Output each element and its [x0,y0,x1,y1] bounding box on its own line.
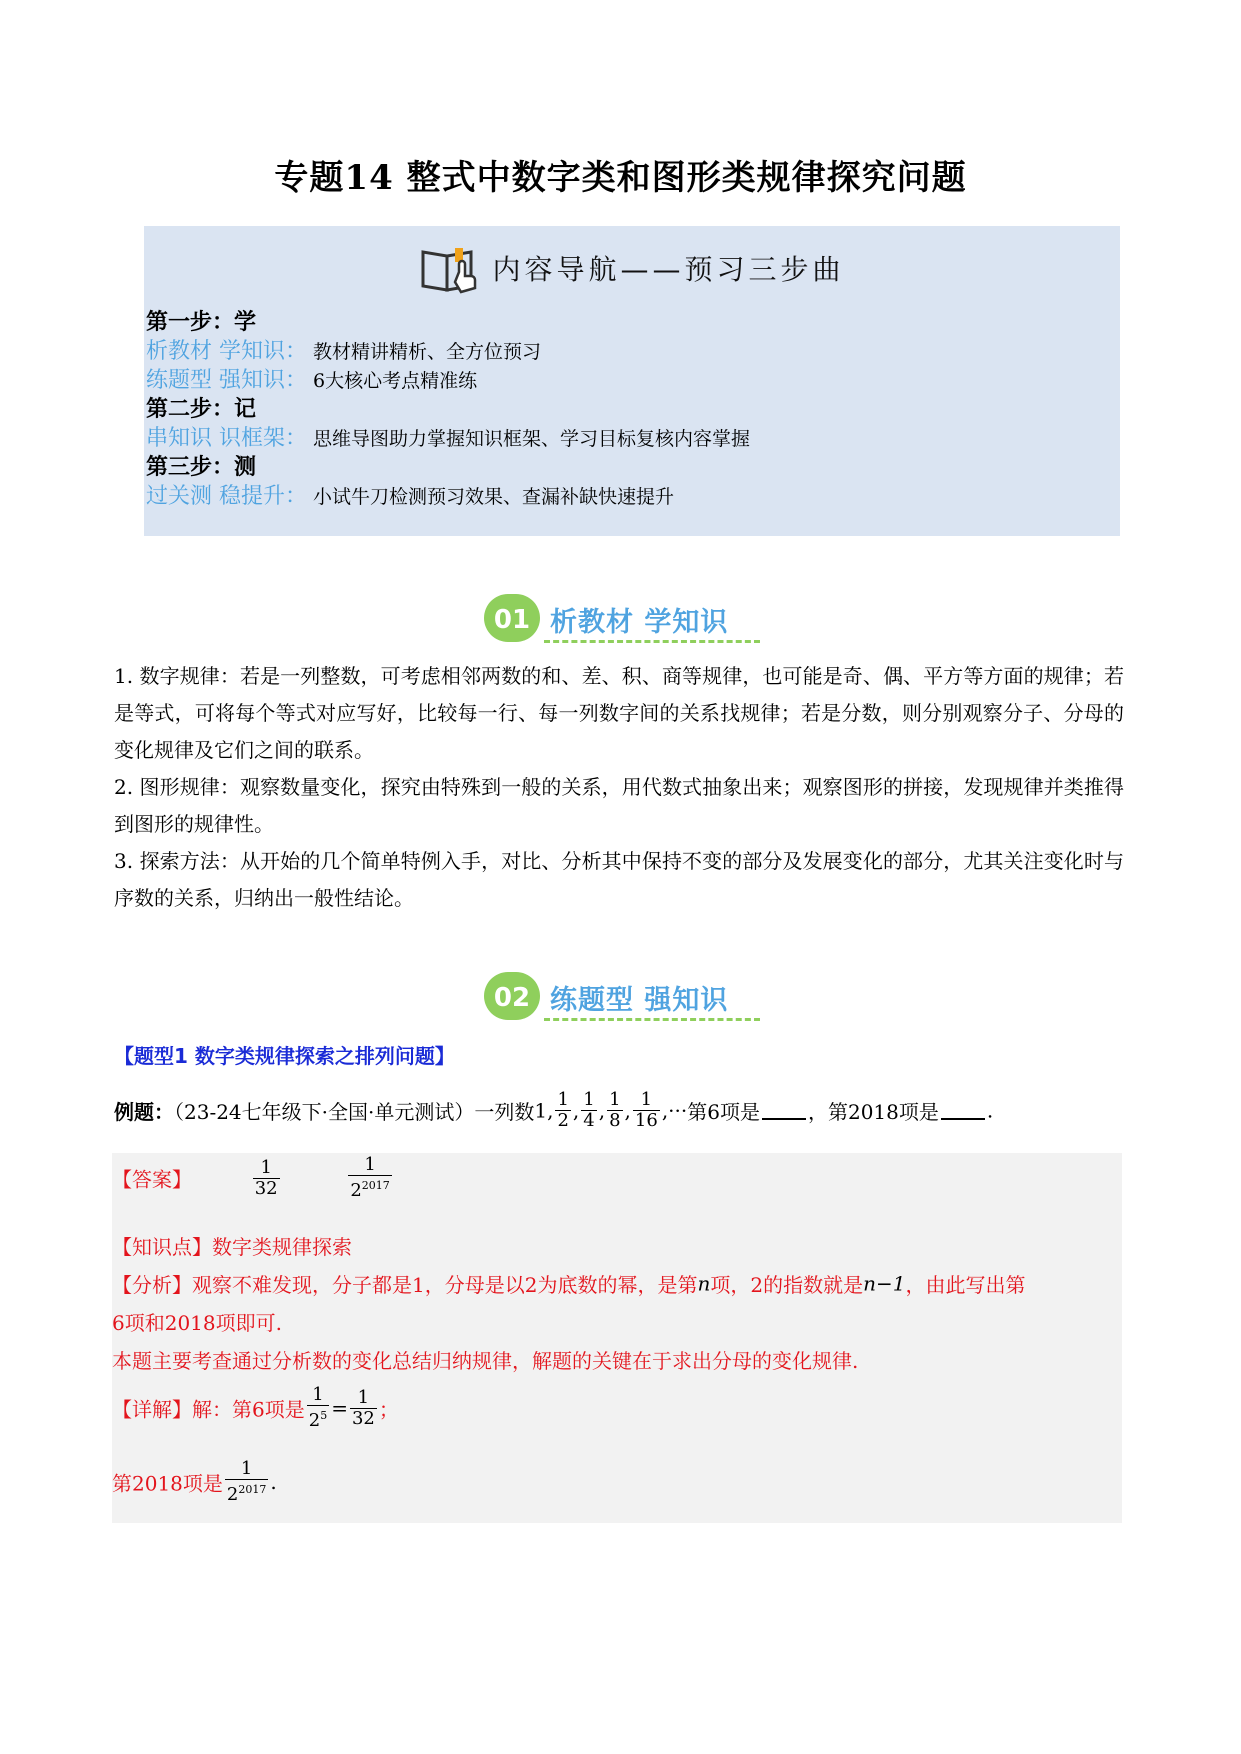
analysis-row [112,1269,1025,1298]
answer-blank-2 [941,1102,985,1120]
fraction [581,1090,596,1131]
knowledge-paragraphs [114,658,1124,917]
period: . [986,1098,994,1123]
period: . [270,1470,277,1494]
nav-row-4-label: 过关测 稳提升： [146,484,307,509]
frac-num: 1 [357,1386,370,1408]
expression-n-minus-1: n−1 [863,1271,906,1296]
frac-den: 2 [557,1110,569,1131]
fraction [607,1090,622,1131]
power-exponent: 5 [320,1409,328,1422]
section-label: 析教材 学知识 [550,607,729,638]
analysis-label: 【分析】 [112,1273,192,1297]
question-part-1: 第6项是 [687,1100,760,1124]
knowledge-point-row [112,1231,352,1260]
knowledge-point-text: 数字类规律探索 [212,1235,352,1259]
section-number: 02 [493,983,531,1013]
detail-fraction-3 [225,1459,268,1505]
power-exponent: 2017 [238,1483,267,1496]
comma: , [598,1098,606,1123]
answer-blank-1 [762,1102,806,1120]
frac-den: 16 [634,1110,658,1131]
analysis-text-3: ，由此写出第 [905,1273,1026,1297]
answer-box [112,1153,1122,1523]
step-2-label: 第二步：记 [146,397,257,422]
fraction [633,1090,660,1131]
badge-dashed-underline [544,640,760,643]
answer-row [112,1155,394,1201]
comma: , [547,1098,554,1123]
frac-den [307,1405,329,1431]
frac-num: 1 [557,1089,569,1110]
frac-den [225,1479,268,1505]
ellipsis: ,··· [661,1098,688,1123]
section-number: 01 [493,605,531,635]
section-badge-02 [480,964,780,1034]
nav-row-2-label: 练题型 强知识： [146,368,307,393]
comma: , [572,1098,580,1123]
analysis-text-1: 观察不难发现，分子都是1，分母是以2为底数的幂，是第 [192,1273,698,1297]
equals-sign: = [331,1396,348,1420]
fraction [555,1090,570,1131]
frac-num: 1 [312,1384,324,1405]
nav-row-1-desc: 教材精讲精析、全方位预习 [313,341,542,363]
frac-den [348,1175,391,1201]
section-badge-01 [480,586,780,656]
frac-num: 1 [640,1089,653,1110]
detail-text: 解：第6项是 [192,1397,305,1422]
analysis-row-2 [112,1307,282,1336]
paragraph-2: 2. 图形规律：观察数量变化，探究由特殊到一般的关系，用代数式抽象出来；观察图形的拼接，发现规律并类推得到图形的规律性。 [114,775,1124,836]
frac-den: 32 [351,1407,375,1429]
answer-2-fraction [348,1155,391,1201]
analysis-text-4: 6项和2018项即可. [112,1311,282,1335]
frac-den: 32 [254,1177,278,1199]
detail-fraction-1 [307,1385,329,1431]
semicolon: ； [378,1397,399,1422]
variable-n: n [697,1271,711,1296]
answer-label: 【答案】 [112,1167,192,1192]
power-base: 2 [350,1180,362,1201]
power-base: 2 [308,1410,321,1431]
section-label: 练题型 强知识 [550,985,729,1016]
nav-row-1-label: 析教材 学知识： [146,339,307,364]
power-base: 2 [226,1484,239,1505]
detail-fraction-2 [350,1388,377,1429]
frac-num: 1 [583,1089,595,1110]
example-label: 例题： [114,1100,174,1124]
question-type-title: 【题型1 数字类规律探索之排列问题】 [114,1044,455,1068]
nav-row-3-label: 串知识 识框架： [146,426,307,451]
summary-text: 本题主要考查通过分析数的变化总结归纳规律，解题的关键在于求出分母的变化规律. [112,1349,859,1373]
frac-num: 1 [609,1089,621,1110]
comma: , [624,1098,631,1123]
paragraph-1: 1. 数字规律：若是一列整数，可考虑相邻两数的和、差、积、商等规律，也可能是奇、偶、平方等方面的规律；若是等式，可将每个等式对应写好，比较每一行、每一列数字间的关系找规律；若是分数，则分别观察分子、分母的变化规律及它们之间的联系。 [114,664,1124,762]
knowledge-point-label: 【知识点】 [112,1235,212,1259]
nav-row-3-desc: 思维导图助力掌握知识框架、学习目标复核内容掌握 [313,428,751,450]
step-3-label: 第三步：测 [146,455,257,480]
nav-row-4-desc: 小试牛刀检测预习效果、查漏补缺快速提升 [313,486,675,508]
frac-den: 4 [583,1110,595,1131]
nav-row-2-desc: 6大核心考点精准练 [313,370,478,392]
example-question [114,1090,993,1146]
step-1-label: 第一步：学 [146,310,257,335]
summary-row [112,1345,858,1374]
section-number-badge-icon [480,964,544,1028]
analysis-text-2: 项，2的指数就是 [710,1273,864,1297]
detail-row [112,1385,399,1431]
frac-den: 8 [609,1110,621,1131]
question-part-2: ，第2018项是 [807,1100,939,1124]
example-source: （23-24七年级下·全国·单元测试）一列数 [174,1100,535,1124]
sequence-first: 1 [534,1098,548,1123]
power-exponent: 2017 [361,1179,390,1192]
answer-1-fraction [253,1158,280,1199]
frac-num: 1 [260,1156,272,1178]
section-number-badge-icon [480,586,544,650]
content-navigation-box [144,226,1120,536]
book-hand-icon [419,242,481,294]
detail-text-2: 第2018项是 [112,1471,223,1496]
badge-dashed-underline [544,1018,760,1021]
nav-header-text: 内容导航——预习三步曲 [492,253,845,286]
paragraph-3: 3. 探索方法：从开始的几个简单特例入手，对比、分析其中保持不变的部分及发展变化的部分，尤其关注变化时与序数的关系，归纳出一般性结论。 [114,849,1124,910]
frac-num: 1 [240,1458,253,1479]
frac-num: 1 [364,1154,376,1175]
nav-header [144,242,1120,302]
detail-row-2 [112,1459,277,1505]
nav-rows [146,308,750,511]
page-title: 专题14 整式中数字类和图形类规律探究问题 [274,158,967,198]
detail-label: 【详解】 [112,1397,192,1422]
